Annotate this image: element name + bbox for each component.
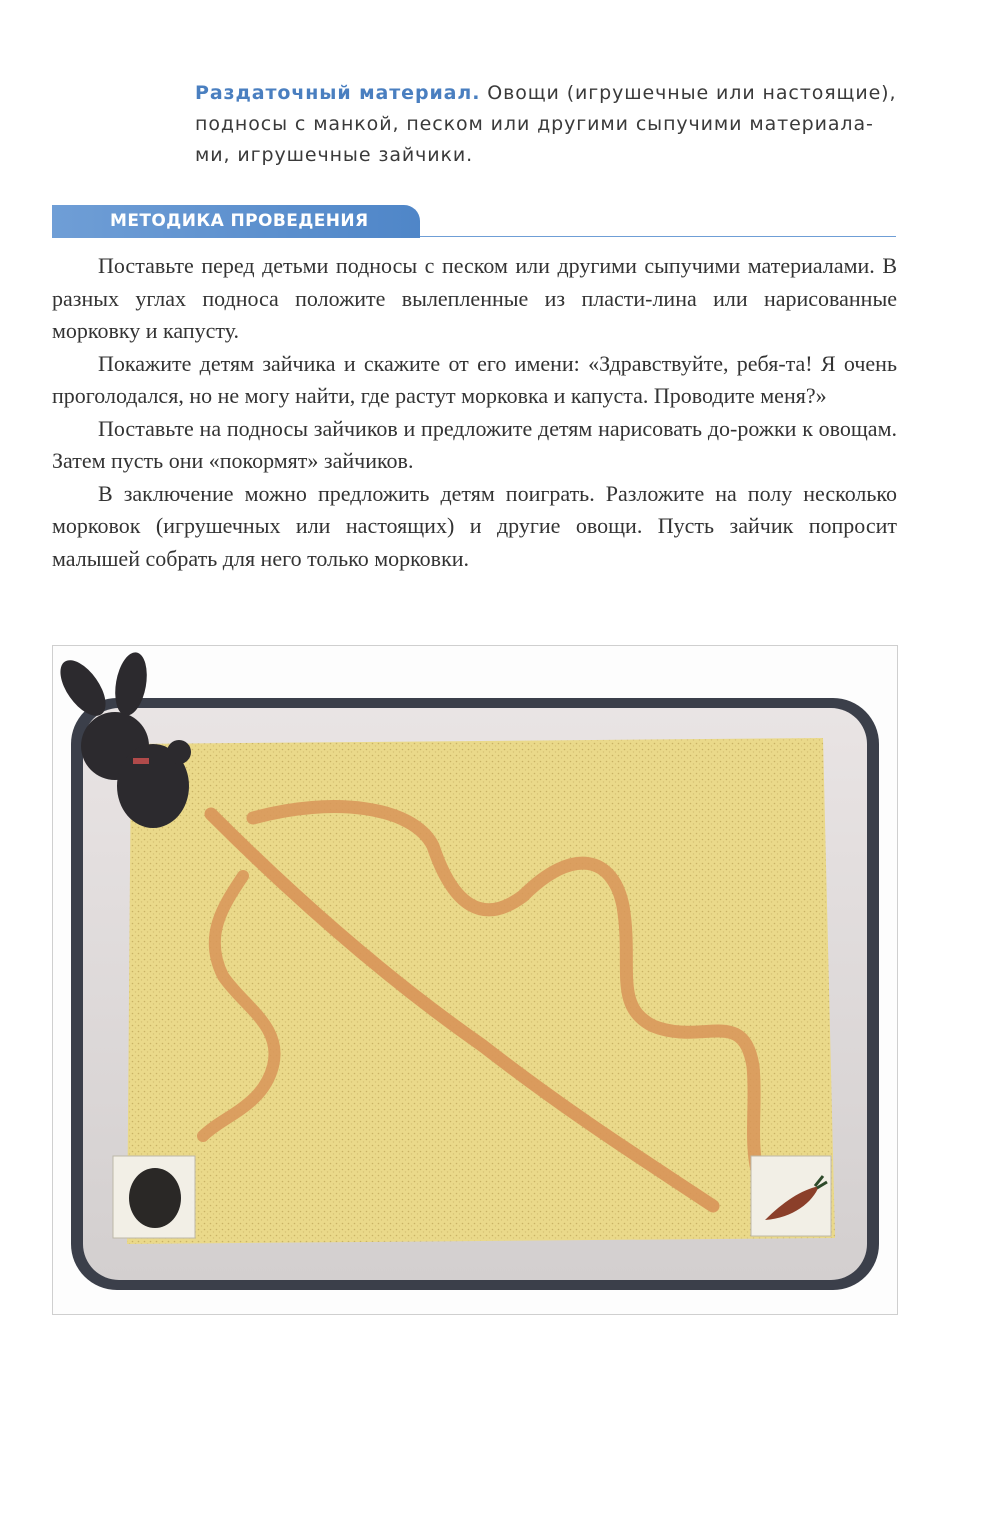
sand-tray-photo xyxy=(52,645,898,1315)
paragraph: Поставьте на подносы зайчиков и предложите детям нарисовать до-рожки к овощам. Затем пусть они «покормят» зайчиков. xyxy=(52,415,897,473)
handout-materials-label: Раздаточный материал. xyxy=(195,82,481,104)
handout-materials xyxy=(195,78,900,171)
carrot-card xyxy=(751,1156,831,1236)
method-text xyxy=(52,250,897,575)
paragraph: Покажите детям зайчика и скажите от его имени: «Здравствуйте, ребя-та! Я очень проголодался, но не могу найти, где растут морковка и капуста. Проводите меня?» xyxy=(52,350,897,408)
section-header xyxy=(52,205,420,238)
paragraph: Поставьте перед детьми подносы с песком или другими сыпучими материалами. В разных углах подноса положите вылепленные из пласти-лина или нарисованные морковку и капусту. xyxy=(52,253,897,343)
paragraph: В заключение можно предложить детям поиграть. Разложите на полу несколько морковок (игрушечных или настоящих) и другие овощи. Пусть зайчик попросит малышей собрать для него только морковки. xyxy=(52,480,897,571)
section-divider xyxy=(420,236,896,237)
handout-materials-text: Овощи (игрушечные или настоящие), подносы с манкой, песком или другими сыпучими материала-ми, игрушечные зайчики. xyxy=(195,82,897,166)
sand-tray-illustration xyxy=(53,646,897,1314)
section-title: МЕТОДИКА ПРОВЕДЕНИЯ xyxy=(110,211,369,231)
cabbage-card xyxy=(113,1156,195,1238)
